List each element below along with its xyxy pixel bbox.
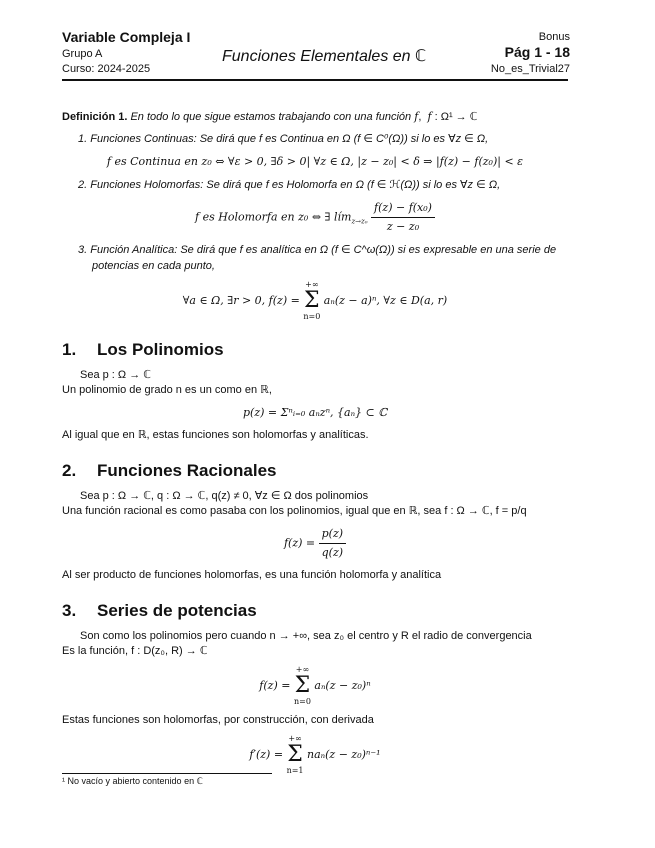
text-line: Son como los polinomios pero cuando n → +∞, sea z₀ el centro y R el radio de convergencia bbox=[80, 630, 532, 642]
definition-text: En todo lo que sigue estamos trabajando con una función bbox=[130, 111, 412, 123]
header-right bbox=[491, 30, 570, 77]
section-title: Los Polinomios bbox=[97, 340, 224, 359]
definition-item-analitica bbox=[78, 242, 568, 274]
text-line: Al ser producto de funciones holomorfas, es una función holomorfa y analítica bbox=[62, 569, 442, 581]
numerator: f(z) − f(x₀) bbox=[371, 199, 435, 218]
section-number: 1. bbox=[62, 340, 77, 359]
document-title: Funciones Elementales en ℂ bbox=[222, 48, 427, 65]
item-number: 1. bbox=[78, 133, 88, 145]
text-line: Estas funciones son holomorfas, por construcción, con derivada bbox=[62, 714, 374, 726]
section-title: Funciones Racionales bbox=[97, 461, 277, 480]
sum-symbol: +∞ Σ n=0 bbox=[303, 280, 321, 321]
definition-item-holomorfas bbox=[78, 177, 568, 193]
formula-holomorphy: f es Holomorfa en z₀ ⇔ ∃ lím$_{z\to z_0}$ $\frac{\text{f(z) − f(x₀)}}{\text{z − z₀}}$ bbox=[62, 199, 568, 236]
text-line: Al igual que en ℝ, estas funciones son holomorfas y analíticas. bbox=[62, 429, 369, 441]
formula-analytic bbox=[62, 280, 568, 322]
definition-item-continuas bbox=[78, 131, 568, 147]
text-line: Es la función, f : D(z₀, R) → ℂ bbox=[62, 645, 208, 657]
section-heading-racionales bbox=[62, 461, 568, 481]
text-line: Sea p : Ω → ℂ, q : Ω → ℂ, q(z) ≠ 0, ∀z ∈ Ω dos polinomios bbox=[80, 490, 369, 502]
item-text: Función Analítica: Se dirá que f es analítica en Ω (f ∈ C^ω(Ω)) si es expresable en una serie de potencias en cada punto, bbox=[90, 244, 557, 272]
page-header bbox=[62, 30, 568, 78]
section-number: 2. bbox=[62, 461, 77, 480]
formula-lhs: f es Holomorfa en z₀ ⇔ ∃ lím bbox=[195, 210, 352, 224]
definition-intro: Definición 1. En todo lo que sigue estamos trabajando con una función f, f : Ω¹ → ℂ bbox=[62, 110, 478, 123]
formula-rational: f(z) = $\frac{p(z)}{q(z)}$ bbox=[62, 525, 568, 562]
fraction bbox=[371, 199, 435, 236]
header-left bbox=[62, 30, 190, 77]
page-number: Pág 1 - 18 bbox=[504, 44, 570, 60]
header-rule bbox=[62, 79, 568, 81]
formula-polynomial: p(z) = Σⁿᵢ₌₀ aₙzⁿ, {aₙ} ⊂ ℂ bbox=[242, 406, 388, 419]
section-title: Series de potencias bbox=[97, 601, 257, 620]
item-number: 3. bbox=[78, 244, 88, 256]
item-text: Funciones Holomorfas: Se dirá que f es Holomorfa en Ω (f ∈ ℋ(Ω)) si lo es ∀z ∈ Ω, bbox=[90, 179, 501, 191]
text-line: Un polinomio de grado n es un como en ℝ, bbox=[62, 384, 272, 396]
formula-lhs: ∀a ∈ Ω, ∃r > 0, f(z) = bbox=[182, 294, 300, 307]
section-heading-polinomios bbox=[62, 340, 568, 360]
formula-rhs: aₙ(z − a)ⁿ, ∀z ∈ D(a, r) bbox=[323, 294, 448, 307]
formula-continuity: f es Continua en z₀ ⇔ ∀ε > 0, ∃δ > 0| ∀z ∈ Ω, |z − z₀| < δ ⇒ |f(z) − f(z₀)| < ε bbox=[106, 155, 524, 168]
formula-derivative: f′(z) = +∞ Σ n=1 naₙ(z − z₀)ⁿ⁻¹ bbox=[249, 734, 381, 775]
group-label: Grupo A bbox=[62, 48, 103, 60]
definition-label: Definición 1. bbox=[62, 111, 128, 123]
item-number: 2. bbox=[78, 179, 88, 191]
formula-series: f(z) = +∞ Σ n=0 aₙ(z − z₀)ⁿ bbox=[259, 665, 371, 706]
page bbox=[62, 30, 568, 782]
text-line: Una función racional es como pasaba con los polinomios, igual que en ℝ, sea f : Ω → ℂ, f = p/q bbox=[62, 505, 527, 517]
author: No_es_Trivial27 bbox=[490, 63, 570, 75]
section-number: 3. bbox=[62, 601, 77, 620]
footnote: ¹ No vacío y abierto contenido en ℂ bbox=[62, 773, 272, 787]
item-text: Funciones Continuas: Se dirá que f es Continua en Ω (f ∈ C⁰(Ω)) si lo es ∀z ∈ Ω, bbox=[90, 133, 489, 145]
denominator: z − z₀ bbox=[386, 220, 420, 233]
course-name: Variable Compleja I bbox=[62, 29, 191, 45]
section-heading-series bbox=[62, 601, 568, 621]
bonus-tag: Bonus bbox=[538, 31, 570, 43]
year-label: Curso: 2024-2025 bbox=[62, 63, 151, 75]
text-line: Sea p : Ω → ℂ bbox=[80, 369, 151, 381]
